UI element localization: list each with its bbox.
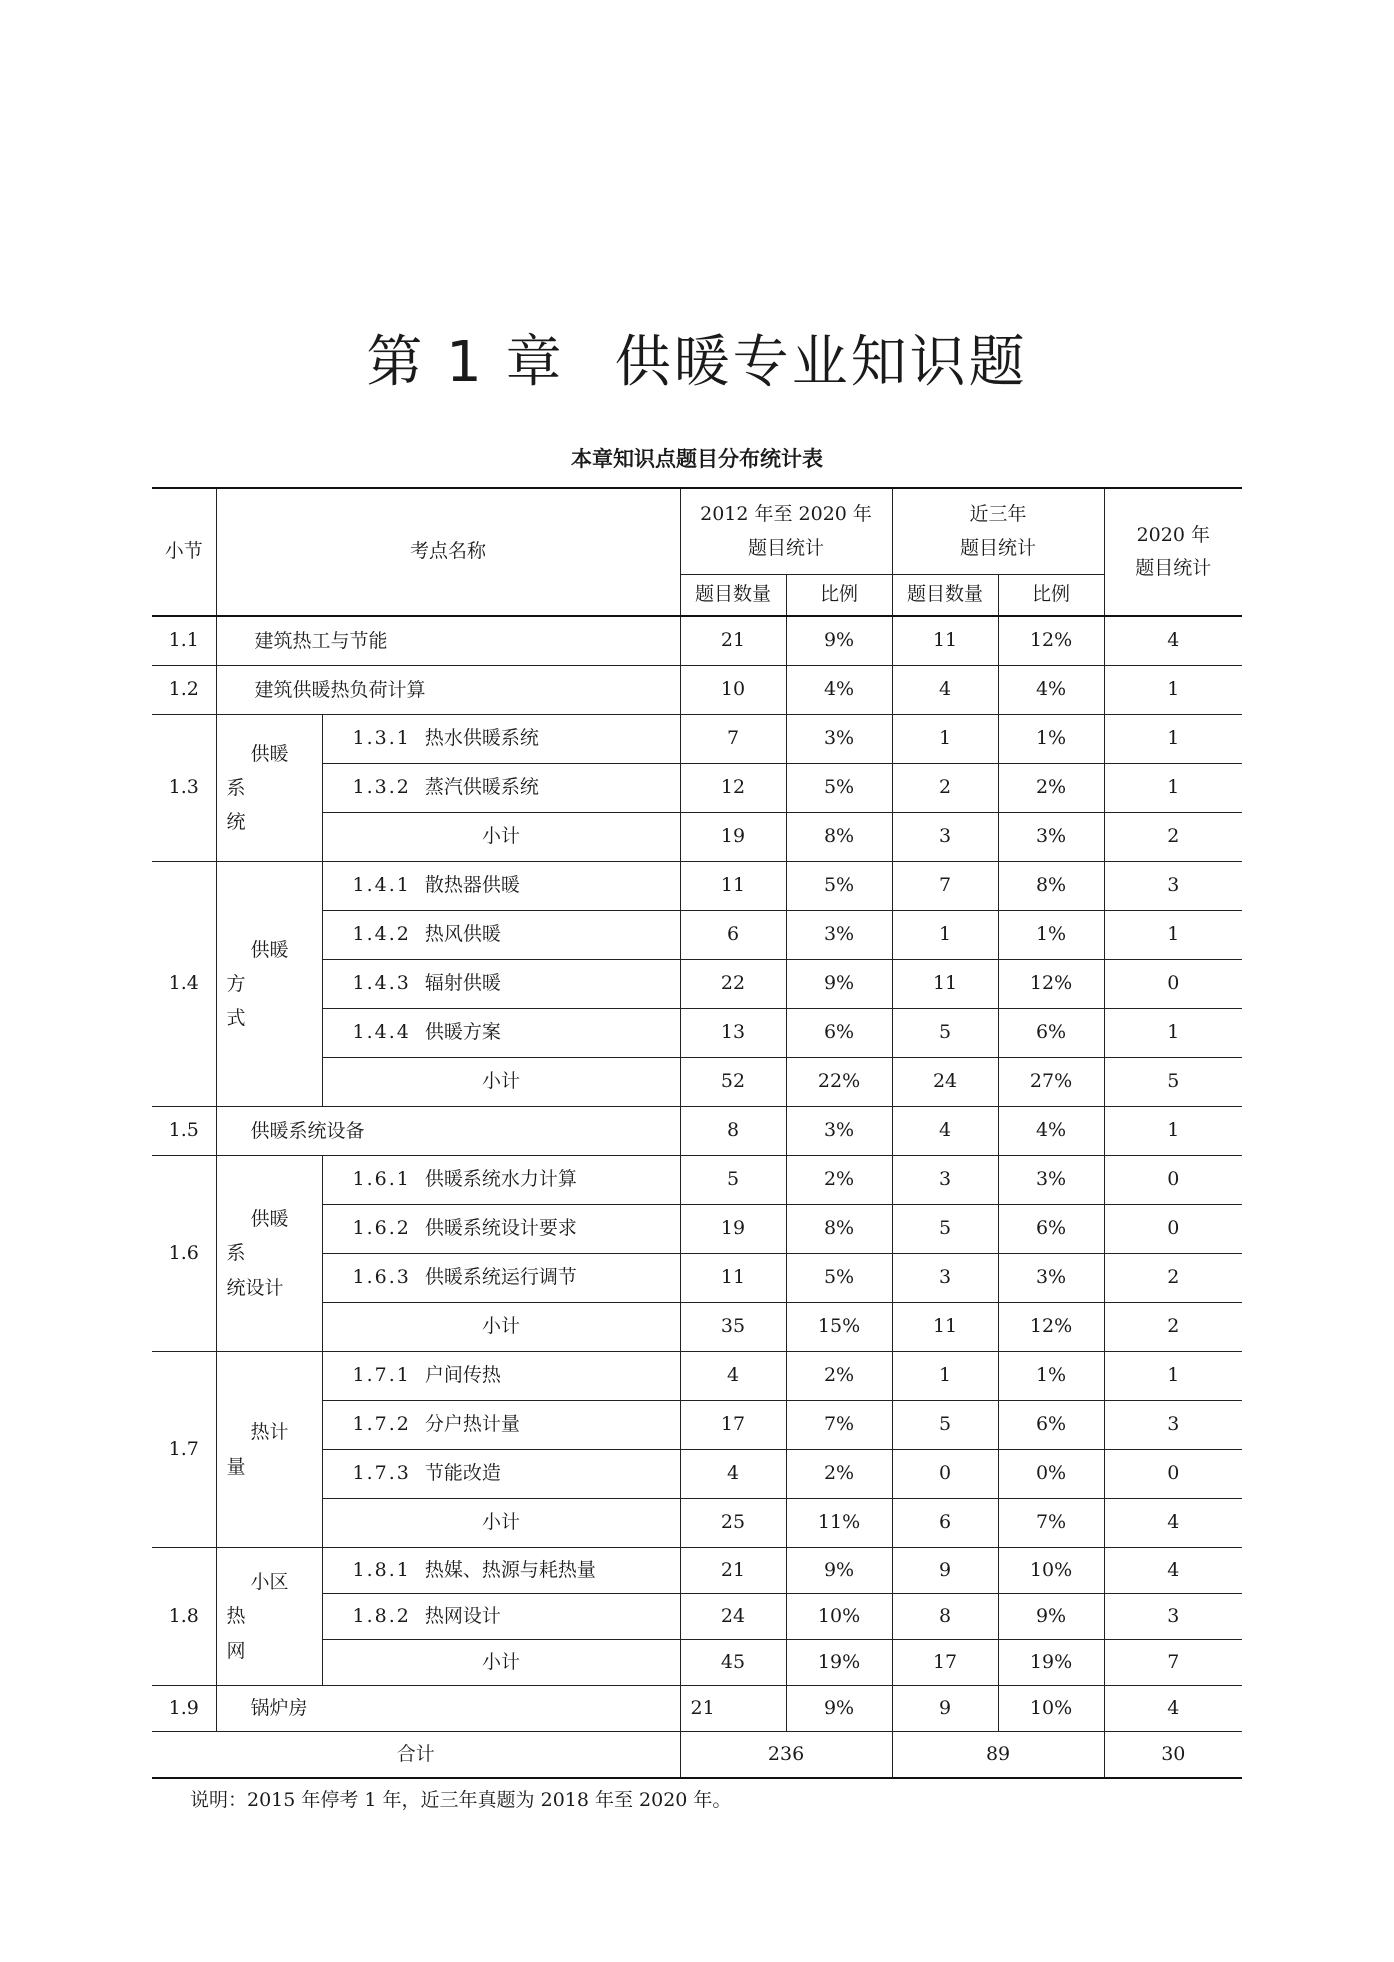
ratio-recent: 12% <box>998 960 1104 1009</box>
ratio-recent: 6% <box>998 1205 1104 1254</box>
count-2020: 3 <box>1104 1594 1242 1640</box>
chapter-number: 第 1 章 <box>366 330 565 395</box>
ratio-recent: 19% <box>998 1640 1104 1686</box>
subtopic: 1.4.2 热风供暖 <box>322 911 680 960</box>
count-all: 12 <box>680 764 786 813</box>
count-recent: 1 <box>892 715 998 764</box>
ratio-recent: 3% <box>998 1156 1104 1205</box>
ratio-all: 8% <box>786 1205 892 1254</box>
count-2020: 3 <box>1104 862 1242 911</box>
subtopic: 1.6.1 供暖系统水力计算 <box>322 1156 680 1205</box>
group-name: 供暖系 统设计 <box>216 1156 322 1352</box>
ratio-recent: 10% <box>998 1686 1104 1732</box>
count-recent: 0 <box>892 1450 998 1499</box>
total-row <box>152 1732 1242 1779</box>
topic-name: 供暖系统设备 <box>216 1107 680 1156</box>
table-row <box>152 1107 1242 1156</box>
header-group2-line2: 题目统计 <box>960 536 1037 559</box>
count-recent: 8 <box>892 1594 998 1640</box>
count-all: 19 <box>680 1205 786 1254</box>
count-2020: 4 <box>1104 1499 1242 1548</box>
subtotal-label: 小计 <box>322 1303 680 1352</box>
ratio-all: 2% <box>786 1352 892 1401</box>
subtopic: 1.8.2 热网设计 <box>322 1594 680 1640</box>
header-section: 小节 <box>152 488 216 616</box>
count-all: 22 <box>680 960 786 1009</box>
count-2020: 0 <box>1104 1205 1242 1254</box>
ratio-recent: 6% <box>998 1401 1104 1450</box>
subtopic: 1.8.1 热媒、热源与耗热量 <box>322 1548 680 1594</box>
count-recent: 11 <box>892 1303 998 1352</box>
subtopic: 1.7.3 节能改造 <box>322 1450 680 1499</box>
ratio-all: 5% <box>786 1254 892 1303</box>
count-all: 35 <box>680 1303 786 1352</box>
ratio-recent: 2% <box>998 764 1104 813</box>
ratio-recent: 1% <box>998 911 1104 960</box>
count-2020: 2 <box>1104 1254 1242 1303</box>
count-all: 21 <box>680 616 786 666</box>
subtopic: 1.3.2 蒸汽供暖系统 <box>322 764 680 813</box>
count-2020: 1 <box>1104 764 1242 813</box>
table-row <box>152 1156 1242 1205</box>
ratio-all: 11% <box>786 1499 892 1548</box>
ratio-recent: 9% <box>998 1594 1104 1640</box>
table-row <box>152 862 1242 911</box>
total-recent: 89 <box>892 1732 1104 1779</box>
count-recent: 9 <box>892 1548 998 1594</box>
count-all: 11 <box>680 1254 786 1303</box>
count-2020: 0 <box>1104 960 1242 1009</box>
count-2020: 4 <box>1104 1548 1242 1594</box>
count-2020: 2 <box>1104 1303 1242 1352</box>
ratio-all: 2% <box>786 1450 892 1499</box>
chapter-name: 供暖专业知识题 <box>614 330 1028 395</box>
count-all: 11 <box>680 862 786 911</box>
count-2020: 1 <box>1104 1009 1242 1058</box>
subtotal-label: 小计 <box>322 1640 680 1686</box>
count-all: 5 <box>680 1156 786 1205</box>
count-recent: 24 <box>892 1058 998 1107</box>
ratio-recent: 4% <box>998 1107 1104 1156</box>
count-2020: 0 <box>1104 1450 1242 1499</box>
subtopic: 1.7.2 分户热计量 <box>322 1401 680 1450</box>
count-all: 4 <box>680 1352 786 1401</box>
group-name: 热计量 <box>216 1352 322 1548</box>
table-row <box>152 715 1242 764</box>
ratio-recent: 3% <box>998 813 1104 862</box>
ratio-all: 5% <box>786 764 892 813</box>
subtopic: 1.4.4 供暖方案 <box>322 1009 680 1058</box>
ratio-all: 8% <box>786 813 892 862</box>
table-caption: 本章知识点题目分布统计表 <box>571 447 823 471</box>
count-all: 10 <box>680 666 786 715</box>
group-name: 小区热 网 <box>216 1548 322 1686</box>
count-2020: 1 <box>1104 1107 1242 1156</box>
ratio-recent: 4% <box>998 666 1104 715</box>
ratio-all: 3% <box>786 715 892 764</box>
ratio-all: 9% <box>786 1686 892 1732</box>
count-recent: 17 <box>892 1640 998 1686</box>
header-ratio: 比例 <box>998 575 1104 617</box>
ratio-recent: 12% <box>998 616 1104 666</box>
ratio-all: 15% <box>786 1303 892 1352</box>
ratio-all: 10% <box>786 1594 892 1640</box>
count-all: 19 <box>680 813 786 862</box>
count-all: 25 <box>680 1499 786 1548</box>
ratio-all: 22% <box>786 1058 892 1107</box>
ratio-all: 4% <box>786 666 892 715</box>
ratio-recent: 8% <box>998 862 1104 911</box>
count-recent: 3 <box>892 1156 998 1205</box>
header-group3-line1: 2020 年 <box>1136 523 1210 546</box>
subtopic: 1.3.1 热水供暖系统 <box>322 715 680 764</box>
count-recent: 3 <box>892 813 998 862</box>
ratio-all: 9% <box>786 616 892 666</box>
count-all: 13 <box>680 1009 786 1058</box>
subtotal-label: 小计 <box>322 1499 680 1548</box>
ratio-recent: 6% <box>998 1009 1104 1058</box>
ratio-recent: 12% <box>998 1303 1104 1352</box>
count-2020: 1 <box>1104 715 1242 764</box>
count-recent: 9 <box>892 1686 998 1732</box>
section-number: 1.4 <box>152 862 216 1107</box>
ratio-all: 19% <box>786 1640 892 1686</box>
total-all: 236 <box>680 1732 892 1779</box>
count-recent: 7 <box>892 862 998 911</box>
count-2020: 3 <box>1104 1401 1242 1450</box>
count-all: 7 <box>680 715 786 764</box>
count-all: 8 <box>680 1107 786 1156</box>
ratio-all: 5% <box>786 862 892 911</box>
table-row <box>152 666 1242 715</box>
ratio-all: 2% <box>786 1156 892 1205</box>
header-group2-line1: 近三年 <box>969 503 1027 526</box>
count-recent: 4 <box>892 1107 998 1156</box>
count-all: 17 <box>680 1401 786 1450</box>
subtopic: 1.6.2 供暖系统设计要求 <box>322 1205 680 1254</box>
count-all: 21 <box>680 1686 786 1732</box>
section-number: 1.2 <box>152 666 216 715</box>
count-all: 6 <box>680 911 786 960</box>
group-name: 供暖系 统 <box>216 715 322 862</box>
topic-name: 建筑供暖热负荷计算 <box>216 666 680 715</box>
count-recent: 11 <box>892 960 998 1009</box>
table-note: 说明：2015 年停考 1 年，近三年真题为 2018 年至 2020 年。 <box>190 1789 732 1811</box>
count-recent: 5 <box>892 1009 998 1058</box>
count-all: 45 <box>680 1640 786 1686</box>
header-count: 题目数量 <box>680 575 786 617</box>
section-number: 1.8 <box>152 1548 216 1686</box>
count-2020: 0 <box>1104 1156 1242 1205</box>
header-group-2012-2020 <box>680 488 892 575</box>
table-row <box>152 1686 1242 1732</box>
count-2020: 4 <box>1104 616 1242 666</box>
count-recent: 1 <box>892 911 998 960</box>
count-recent: 1 <box>892 1352 998 1401</box>
header-group-2020 <box>1104 488 1242 616</box>
count-recent: 2 <box>892 764 998 813</box>
ratio-recent: 10% <box>998 1548 1104 1594</box>
header-topic: 考点名称 <box>216 488 680 616</box>
count-recent: 6 <box>892 1499 998 1548</box>
topic-name: 锅炉房 <box>216 1686 680 1732</box>
ratio-all: 3% <box>786 911 892 960</box>
table-row <box>152 1548 1242 1594</box>
section-number: 1.9 <box>152 1686 216 1732</box>
ratio-recent: 0% <box>998 1450 1104 1499</box>
count-recent: 11 <box>892 616 998 666</box>
section-number: 1.3 <box>152 715 216 862</box>
ratio-all: 9% <box>786 960 892 1009</box>
stats-table <box>152 487 1242 1779</box>
ratio-recent: 27% <box>998 1058 1104 1107</box>
count-recent: 5 <box>892 1205 998 1254</box>
section-number: 1.5 <box>152 1107 216 1156</box>
count-all: 4 <box>680 1450 786 1499</box>
header-group1-line2: 题目统计 <box>748 536 825 559</box>
ratio-all: 9% <box>786 1548 892 1594</box>
ratio-recent: 1% <box>998 1352 1104 1401</box>
header-group1-line1: 2012 年至 2020 年 <box>700 503 872 526</box>
count-2020: 1 <box>1104 1352 1242 1401</box>
count-2020: 1 <box>1104 666 1242 715</box>
count-2020: 5 <box>1104 1058 1242 1107</box>
chapter-title <box>0 318 1394 398</box>
ratio-all: 7% <box>786 1401 892 1450</box>
ratio-recent: 7% <box>998 1499 1104 1548</box>
count-all: 21 <box>680 1548 786 1594</box>
section-number: 1.1 <box>152 616 216 666</box>
count-recent: 3 <box>892 1254 998 1303</box>
count-recent: 5 <box>892 1401 998 1450</box>
total-label: 合计 <box>152 1732 680 1779</box>
ratio-recent: 3% <box>998 1254 1104 1303</box>
section-number: 1.6 <box>152 1156 216 1352</box>
subtotal-label: 小计 <box>322 813 680 862</box>
count-2020: 7 <box>1104 1640 1242 1686</box>
count-2020: 1 <box>1104 911 1242 960</box>
subtopic: 1.6.3 供暖系统运行调节 <box>322 1254 680 1303</box>
subtopic: 1.4.3 辐射供暖 <box>322 960 680 1009</box>
count-2020: 4 <box>1104 1686 1242 1732</box>
table-row <box>152 616 1242 666</box>
count-all: 24 <box>680 1594 786 1640</box>
subtopic: 1.7.1 户间传热 <box>322 1352 680 1401</box>
section-number: 1.7 <box>152 1352 216 1548</box>
count-recent: 4 <box>892 666 998 715</box>
header-group-recent <box>892 488 1104 575</box>
ratio-all: 6% <box>786 1009 892 1058</box>
count-all: 52 <box>680 1058 786 1107</box>
subtopic: 1.4.1 散热器供暖 <box>322 862 680 911</box>
topic-name: 建筑热工与节能 <box>216 616 680 666</box>
group-name: 供暖方 式 <box>216 862 322 1107</box>
subtotal-label: 小计 <box>322 1058 680 1107</box>
ratio-recent: 1% <box>998 715 1104 764</box>
total-2020: 30 <box>1104 1732 1242 1779</box>
header-ratio: 比例 <box>786 575 892 617</box>
header-count: 题目数量 <box>892 575 998 617</box>
ratio-all: 3% <box>786 1107 892 1156</box>
header-group3-line2: 题目统计 <box>1135 557 1212 579</box>
header-row <box>152 488 1242 575</box>
count-2020: 2 <box>1104 813 1242 862</box>
table-row <box>152 1352 1242 1401</box>
